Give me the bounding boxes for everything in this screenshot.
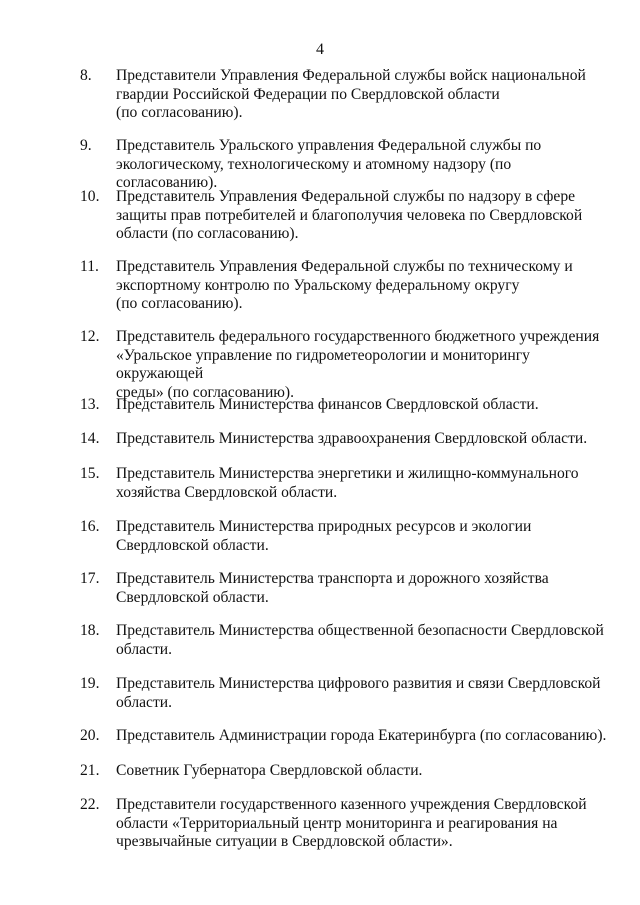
item-number: 14. — [80, 430, 100, 447]
item-text: Представитель Министерства цифрового развития и связи Свердловской области. — [116, 675, 601, 711]
item-number: 11. — [80, 258, 99, 275]
list-item — [80, 328, 610, 402]
item-text: Представитель Управления Федеральной службы по техническому и экспортному контролю по Уральскому федеральному округу (по согласованию). — [116, 258, 573, 312]
item-number: 22. — [80, 796, 100, 813]
list-item — [80, 762, 610, 781]
item-number: 19. — [80, 675, 100, 692]
list-item — [80, 570, 610, 607]
item-number: 16. — [80, 518, 100, 535]
item-text: Представители государственного казенного учреждения Свердловской области «Территориальный центр мониторинга и реагирования на чрезвычайные ситуации в Свердловской области». — [116, 796, 587, 850]
list-item — [80, 727, 610, 746]
list-item — [80, 796, 610, 852]
item-number: 9. — [80, 137, 92, 154]
item-text: Представители Управления Федеральной службы войск национальной гвардии Российской Федерации по Свердловской области (по согласованию). — [116, 67, 586, 121]
item-number: 12. — [80, 328, 100, 345]
item-text: Представитель Министерства природных ресурсов и экологии Свердловской области. — [116, 518, 532, 554]
list-item — [80, 430, 610, 449]
page-number: 4 — [316, 41, 324, 58]
item-text: Представитель федерального государственного бюджетного учреждения «Уральское управление по гидрометеорологии и мониторингу окружающей среды» (по согласованию). — [116, 328, 600, 401]
item-number: 21. — [80, 762, 100, 779]
item-text: Представитель Министерства энергетики и жилищно-коммунального хозяйства Свердловской области. — [116, 465, 579, 501]
item-text: Представитель Управления Федеральной службы по надзору в сфере защиты прав потребителей и благополучия человека по Свердловской области (по согласованию). — [116, 188, 583, 242]
item-number: 18. — [80, 622, 100, 639]
item-text: Представитель Министерства здравоохранения Свердловской области. — [116, 430, 588, 447]
list-item — [80, 465, 610, 502]
item-number: 10. — [80, 188, 100, 205]
list-item — [80, 258, 610, 314]
item-number: 17. — [80, 570, 100, 587]
item-text: Представитель Уральского управления Федеральной службы по экологическому, технологическому и атомному надзору (по согласованию). — [116, 137, 542, 191]
item-text: Представитель Министерства финансов Свердловской области. — [116, 396, 539, 413]
list-item — [80, 67, 610, 123]
item-number: 20. — [80, 727, 100, 744]
list-item — [80, 518, 610, 555]
item-number: 15. — [80, 465, 100, 482]
item-text: Представитель Министерства транспорта и дорожного хозяйства Свердловской области. — [116, 570, 549, 606]
list-item — [80, 188, 610, 244]
list-item — [80, 137, 610, 193]
list-item — [80, 675, 610, 712]
item-number: 13. — [80, 396, 100, 413]
item-number: 8. — [80, 67, 92, 84]
item-text: Советник Губернатора Свердловской области. — [116, 762, 423, 779]
list-item — [80, 396, 610, 415]
item-text: Представитель Министерства общественной безопасности Свердловской области. — [116, 622, 604, 658]
item-text: Представитель Администрации города Екатеринбурга (по согласованию). — [116, 727, 607, 744]
list-item — [80, 622, 610, 659]
